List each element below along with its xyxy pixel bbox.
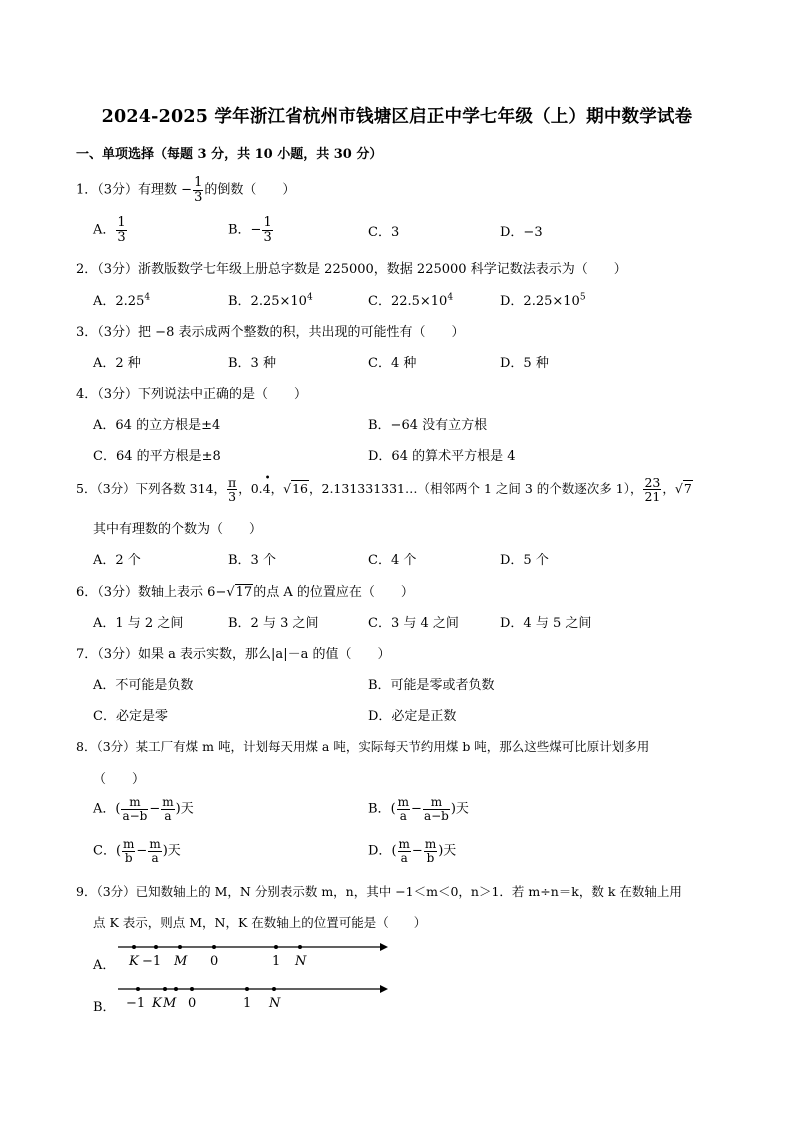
q1-option-a: A． $\frac{1}{3}$: [93, 215, 126, 245]
tick-label: N: [295, 954, 307, 969]
tick-label: K: [129, 954, 139, 969]
q7-option-d: D．必定是正数: [368, 709, 457, 724]
tick-label: 1: [243, 996, 252, 1011]
q2-option-c: C．$22.5\times 10^4$: [368, 292, 454, 309]
q3-option-b: B．3 种: [228, 356, 276, 371]
tick-label: 1: [272, 954, 281, 969]
q4-option-a: A．64 的立方根是±4: [93, 418, 221, 433]
repeating-digit: • 4: [262, 473, 271, 497]
q5-option-d: D．5 个: [500, 553, 549, 568]
tick-label: M: [174, 954, 188, 969]
tick-label: M: [163, 996, 177, 1011]
q1-option-b: B．− $\frac{1}{3}$: [228, 215, 272, 245]
q3-option-c: C．4 种: [368, 356, 417, 371]
q2-option-a: A．2.25$^4$: [93, 292, 151, 309]
q9-option-a-number-line: [110, 938, 390, 972]
q3-option-a: A．2 种: [93, 356, 141, 371]
question-9-line2: 点 K 表示，则点 M，N，K 在数轴上的位置可能是（ ）: [93, 915, 427, 930]
q7-option-c: C．必定是零: [93, 709, 168, 724]
tick-label: 0: [188, 996, 197, 1011]
question-2-stem: 2．（3分）浙教版数学七年级上册总字数是 225000，数据 225000 科学记数法表示为（ ）: [76, 262, 627, 277]
q4-option-d: D．64 的算术平方根是 4: [368, 449, 516, 464]
question-6-stem: 6．（3分）数轴上表示 6−√17的点 A 的位置应在（ ）: [76, 585, 414, 600]
exam-title: 2024-2025 学年浙江省杭州市钱塘区启正中学七年级（上）期中数学试卷: [101, 107, 693, 127]
q7-option-b: B．可能是零或者负数: [368, 678, 495, 693]
question-3-stem: 3．（3分）把 −8 表示成两个整数的积，共出现的可能性有（ ）: [76, 325, 465, 340]
question-1-stem: 1．（3分）有理数 − $\frac{1}{3}$ 的倒数（ ）: [76, 175, 296, 205]
q5-option-a: A．2 个: [93, 553, 141, 568]
q8-option-d: D．( $\frac{m}{a}$ − $\frac{m}{b}$ )天: [368, 837, 457, 865]
question-8-line2: （ ）: [93, 772, 146, 787]
question-8-stem: 8．（3分）某工厂有煤 m 吨，计划每天用煤 a 吨，实际每天节约用煤 b 吨，那么这些煤可比原计划多用: [76, 739, 650, 754]
q8-option-a: A．( $\frac{m}{a-b}$ − $\frac{m}{a}$ )天: [93, 795, 194, 823]
question-5-stem: 5．（3分）下列各数 314， $\frac{\pi}{3}$ ，0. • 4，√16，2.131331331…（相邻两个 1 之间 3 的个数逐次多 1）， $\frac{23}{21}$ ，√7: [76, 473, 692, 505]
question-5-line2: 其中有理数的个数为（ ）: [93, 522, 263, 537]
tick-label: N: [269, 996, 281, 1011]
fraction: $\frac{1}{3}$: [194, 175, 203, 205]
q4-option-b: B．−64 没有立方根: [368, 418, 488, 433]
q1-option-d: D．−3: [500, 225, 543, 240]
q8-option-b: B．( $\frac{m}{a}$ − $\frac{m}{a-b}$ )天: [368, 795, 469, 823]
q3-option-d: D．5 种: [500, 356, 549, 371]
q5-option-b: B．3 个: [228, 553, 276, 568]
q6-option-a: A．1 与 2 之间: [93, 616, 184, 631]
tick-label: −1: [126, 996, 146, 1011]
question-7-stem: 7．（3分）如果 a 表示实数，那么|a|－a 的值（ ）: [76, 647, 391, 662]
q6-option-d: D．4 与 5 之间: [500, 616, 592, 631]
q9-option-b-label: B．: [93, 1000, 116, 1015]
q6-option-c: C．3 与 4 之间: [368, 616, 459, 631]
q2-option-b: B．$2.25\times 10^4$: [228, 292, 313, 309]
q2-option-d: D．$2.25\times 10^5$: [500, 292, 586, 309]
q8-option-c: C．( $\frac{m}{b}$ − $\frac{m}{a}$ )天: [93, 837, 181, 865]
q5-option-c: C．4 个: [368, 553, 417, 568]
q7-option-a: A．不可能是负数: [93, 678, 194, 693]
tick-label: −1: [142, 954, 162, 969]
q1-option-c: C．3: [368, 225, 400, 240]
q9-option-a-label: A．: [93, 958, 116, 973]
tick-label: 0: [210, 954, 219, 969]
question-9-line1: 9．（3分）已知数轴上的 M，N 分别表示数 m，n，其中 −1＜m＜0，n＞1．若 m÷n＝k，数 k 在数轴上用: [76, 884, 682, 899]
q6-option-b: B．2 与 3 之间: [228, 616, 319, 631]
section-heading: 一、单项选择（每题 3 分，共 10 小题，共 30 分）: [76, 147, 383, 162]
question-4-stem: 4．（3分）下列说法中正确的是（ ）: [76, 387, 308, 402]
q9-option-b-number-line: [110, 980, 390, 1014]
q4-option-c: C．64 的平方根是±8: [93, 449, 221, 464]
tick-label: K: [152, 996, 162, 1011]
